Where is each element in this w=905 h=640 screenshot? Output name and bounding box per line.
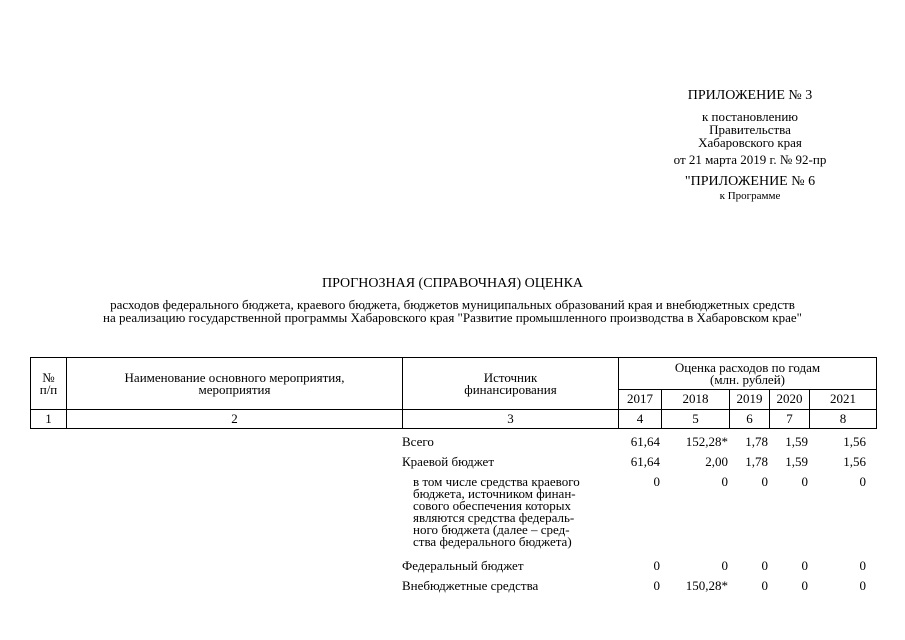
table-row-federal [30, 560, 876, 580]
value-cell: 1,59 [785, 454, 808, 469]
value-cell: 0 [859, 558, 866, 573]
decree-date: от 21 марта 2019 г. № 92-пр [673, 152, 827, 167]
col-header-estimate: Оценка расходов по годам (млн. рублей) [619, 358, 877, 390]
value-cell: 152,28* [685, 434, 728, 449]
source-label: в том числе средства краевого бюджета, источником финан- сового обеспечения которых являются средства федераль- ного бюджета (далее – сред- ства федерального бюджета) [413, 474, 580, 549]
year-header: 2018 [662, 390, 730, 410]
program-ref: к Программе [719, 190, 781, 202]
col-header-number: № п/п [31, 358, 67, 410]
document-title: ПРОГНОЗНАЯ (СПРАВОЧНАЯ) ОЦЕНКА [321, 276, 584, 291]
table-row-total [30, 436, 876, 456]
source-label: Внебюджетные средства [402, 578, 539, 593]
value-cell: 0 [859, 474, 866, 489]
document-title-block [0, 276, 905, 324]
column-number: 6 [730, 410, 770, 429]
year-header: 2020 [770, 390, 810, 410]
value-cell: 150,28* [685, 578, 728, 593]
year-header: 2017 [619, 390, 662, 410]
year-header: 2019 [730, 390, 770, 410]
value-cell: 1,78 [745, 454, 768, 469]
appendix-title: ПРИЛОЖЕНИЕ № 3 [687, 88, 813, 103]
value-cell: 0 [801, 474, 808, 489]
column-number: 1 [31, 410, 67, 429]
value-cell: 0 [801, 578, 808, 593]
table-row-federal-transfers [30, 476, 876, 560]
value-cell: 0 [653, 474, 660, 489]
table-row-regional [30, 456, 876, 476]
value-cell: 0 [653, 578, 660, 593]
year-header: 2021 [810, 390, 877, 410]
value-cell: 2,00 [705, 454, 728, 469]
value-cell: 0 [801, 558, 808, 573]
decree-ref-line3: Хабаровского края [698, 135, 802, 150]
estimate-table-body [30, 436, 876, 600]
column-number: 3 [403, 410, 619, 429]
column-number: 7 [770, 410, 810, 429]
value-cell: 1,78 [745, 434, 768, 449]
appendix-header [630, 88, 870, 203]
column-number: 8 [810, 410, 877, 429]
value-cell: 0 [721, 558, 728, 573]
value-cell: 0 [761, 558, 768, 573]
value-cell: 1,56 [843, 434, 866, 449]
program-appendix-title: "ПРИЛОЖЕНИЕ № 6 [684, 174, 816, 189]
value-cell: 0 [721, 474, 728, 489]
col-header-source: Источник финансирования [403, 358, 619, 410]
value-cell: 1,59 [785, 434, 808, 449]
table-row-extrabudgetary [30, 580, 876, 600]
source-label: Федеральный бюджет [402, 558, 524, 573]
value-cell: 0 [761, 474, 768, 489]
column-number: 5 [662, 410, 730, 429]
source-label: Всего [402, 434, 434, 449]
value-cell: 1,56 [843, 454, 866, 469]
decree-ref-line1: к постановлению [701, 109, 799, 124]
estimate-table-header [30, 357, 877, 429]
value-cell: 0 [761, 578, 768, 593]
value-cell: 0 [653, 558, 660, 573]
value-cell: 0 [859, 578, 866, 593]
document-subtitle-line2: на реализацию государственной программы Хабаровского края "Развитие промышленного производства в Хабаровском крае" [103, 310, 802, 325]
value-cell: 61,64 [630, 454, 660, 469]
decree-ref-line2: Правительства [709, 122, 791, 137]
source-label: Краевой бюджет [402, 454, 495, 469]
column-number: 2 [67, 410, 403, 429]
document-subtitle-line1: расходов федерального бюджета, краевого бюджета, бюджетов муниципальных образований края и внебюджетных средств [110, 297, 795, 312]
col-header-activity: Наименование основного мероприятия, мероприятия [67, 358, 403, 410]
column-number: 4 [619, 410, 662, 429]
value-cell: 61,64 [630, 434, 660, 449]
